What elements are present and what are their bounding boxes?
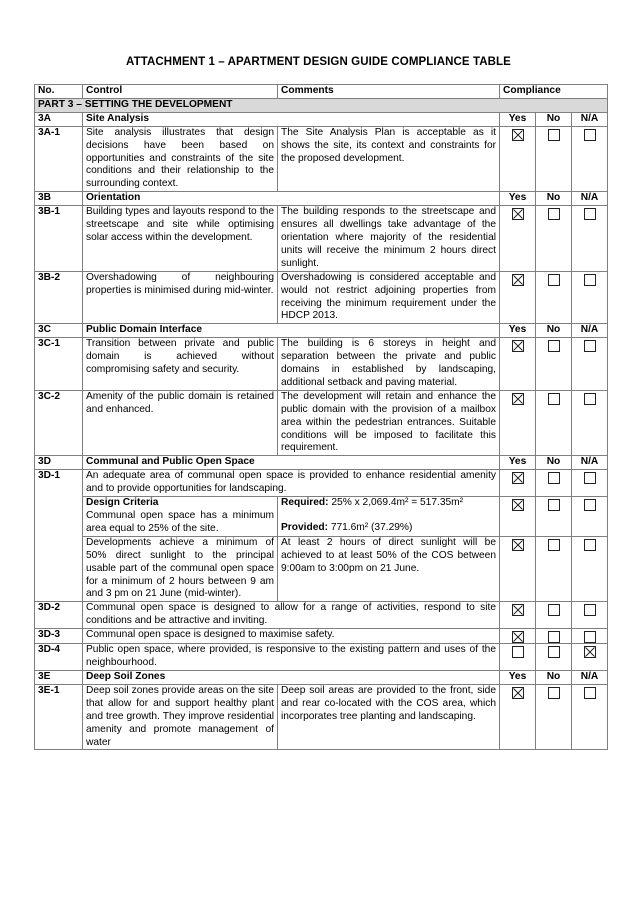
header-row [35, 85, 608, 99]
no-checkbox[interactable] [548, 687, 560, 699]
yes-label: Yes [500, 456, 536, 470]
provided-label: Provided: [281, 522, 328, 533]
na-label: N/A [572, 112, 608, 126]
section-title: Deep Soil Zones [83, 670, 500, 684]
control-text: Amenity of the public domain is retained and enhanced. [83, 390, 278, 456]
no-label: No [536, 192, 572, 206]
no-checkbox[interactable] [548, 499, 560, 511]
na-checkbox[interactable] [584, 604, 596, 616]
control-text: An adequate area of communal open space is provided to enhance residential amenity and to provide opportunities for landscaping. [83, 470, 500, 497]
section-title: Site Analysis [83, 112, 500, 126]
control-number: 3D-2 [35, 602, 83, 629]
criteria-heading: Design Criteria [86, 497, 159, 509]
na-label: N/A [572, 324, 608, 338]
section-row-3d [35, 456, 608, 470]
control-text: Communal open space is designed to allow for a range of activities, respond to site conditions and be attractive and inviting. [83, 602, 500, 629]
na-label: N/A [572, 456, 608, 470]
control-number: 3C-1 [35, 338, 83, 391]
part-row [35, 98, 608, 112]
comment-text: Overshadowing is considered acceptable and would not restrict adjoining properties from receiving the minimum requirement under the HDCP 2013. [278, 271, 500, 324]
provided-value: 771.6m² (37.29%) [327, 522, 413, 533]
yes-checkbox[interactable] [512, 393, 524, 405]
yes-checkbox[interactable] [512, 646, 524, 658]
comment-text: The building is 6 storeys in height and separation between the private and public domains in established by landscaping, additional setback and paving material. [278, 338, 500, 391]
control-text: Transition between private and public domain is achieved without compromising safety and security. [83, 338, 278, 391]
control-number: 3D-1 [35, 470, 83, 602]
header-compliance: Compliance [500, 85, 608, 99]
table-row [35, 338, 608, 391]
check-x-icon [513, 275, 523, 285]
no-label: No [536, 456, 572, 470]
control-text: Communal open space is designed to maximise safety. [83, 629, 500, 644]
control-text: Deep soil zones provide areas on the site that allow for and support healthy plant and tree growth. They improve residential amenity and promote management of water [83, 684, 278, 750]
table-row [35, 629, 608, 644]
yes-label: Yes [500, 192, 536, 206]
no-checkbox[interactable] [548, 393, 560, 405]
part-heading: PART 3 – SETTING THE DEVELOPMENT [35, 98, 608, 112]
comment-cell [278, 497, 500, 537]
no-checkbox[interactable] [548, 340, 560, 352]
table-row [35, 497, 608, 537]
section-number: 3B [35, 192, 83, 206]
control-number: 3C-2 [35, 390, 83, 456]
yes-label: Yes [500, 670, 536, 684]
na-label: N/A [572, 670, 608, 684]
page-title: ATTACHMENT 1 – APARTMENT DESIGN GUIDE COMPLIANCE TABLE [126, 56, 511, 68]
na-checkbox[interactable] [584, 687, 596, 699]
yes-checkbox[interactable] [512, 499, 524, 511]
check-x-icon [513, 341, 523, 351]
check-x-icon [513, 540, 523, 550]
table-row [35, 684, 608, 750]
na-checkbox[interactable] [584, 208, 596, 220]
header-comments: Comments [278, 85, 500, 99]
table-row [35, 602, 608, 629]
comment-text: The building responds to the streetscape and ensures all dwellings take advantage of the orientation where majority of the residential units will receive the minimum 2 hours direct sunlight. [278, 206, 500, 272]
yes-checkbox[interactable] [512, 631, 524, 643]
control-text: Public open space, where provided, is responsive to the existing pattern and uses of the neighbourhood. [83, 644, 500, 671]
control-number: 3B-1 [35, 206, 83, 272]
check-x-icon [513, 473, 523, 483]
no-checkbox[interactable] [548, 539, 560, 551]
comment-text: The development will retain and enhance the public domain with the provision of a mailbox area within the pedestrian entrances. Suitable conditions will be imposed to facilitate this requirement. [278, 390, 500, 456]
header-control: Control [83, 85, 278, 99]
table-row [35, 644, 608, 671]
na-checkbox[interactable] [584, 129, 596, 141]
section-row-3e [35, 670, 608, 684]
table-row [35, 126, 608, 192]
no-checkbox[interactable] [548, 129, 560, 141]
no-checkbox[interactable] [548, 274, 560, 286]
control-number: 3B-2 [35, 271, 83, 324]
section-number: 3E [35, 670, 83, 684]
provided-line [281, 522, 496, 535]
control-text: Communal open space has a minimum area equal to 25% of the site. [86, 510, 274, 534]
no-label: No [536, 670, 572, 684]
no-checkbox[interactable] [548, 208, 560, 220]
yes-checkbox[interactable] [512, 274, 524, 286]
no-checkbox[interactable] [548, 472, 560, 484]
control-number: 3D-3 [35, 629, 83, 644]
header-no: No. [35, 85, 83, 99]
check-x-icon [513, 130, 523, 140]
comment-text: The Site Analysis Plan is acceptable as it shows the site, its context and constraints for the proposed development. [278, 126, 500, 192]
control-text: Building types and layouts respond to the streetscape and site while optimising solar access within the development. [83, 206, 278, 272]
yes-checkbox[interactable] [512, 604, 524, 616]
yes-checkbox[interactable] [512, 539, 524, 551]
check-x-icon [513, 632, 523, 642]
table-row [35, 206, 608, 272]
comment-text: At least 2 hours of direct sunlight will be achieved to at least 50% of the COS between 9:00am to 3:00pm on 21 June. [278, 536, 500, 602]
no-checkbox[interactable] [548, 604, 560, 616]
na-label: N/A [572, 192, 608, 206]
table-row [35, 390, 608, 456]
control-number: 3A-1 [35, 126, 83, 192]
comment-text: Deep soil areas are provided to the front, side and rear co-located with the COS area, which incorporates tree planting and landscaping. [278, 684, 500, 750]
section-row-3b [35, 192, 608, 206]
na-checkbox[interactable] [584, 646, 596, 658]
na-checkbox[interactable] [584, 340, 596, 352]
required-label: Required: [281, 497, 329, 509]
yes-checkbox[interactable] [512, 472, 524, 484]
section-title: Public Domain Interface [83, 324, 500, 338]
na-checkbox[interactable] [584, 539, 596, 551]
table-row [35, 271, 608, 324]
control-text: Site analysis illustrates that design decisions have been based on opportunities and constraints of the site conditions and their relationship to the surrounding context. [83, 126, 278, 192]
section-number: 3A [35, 112, 83, 126]
na-checkbox[interactable] [584, 393, 596, 405]
check-x-icon [513, 500, 523, 510]
na-checkbox[interactable] [584, 274, 596, 286]
na-checkbox[interactable] [584, 631, 596, 643]
no-checkbox[interactable] [548, 631, 560, 643]
section-title: Communal and Public Open Space [83, 456, 500, 470]
no-checkbox[interactable] [548, 646, 560, 658]
criteria-cell [83, 497, 278, 537]
check-x-icon [513, 688, 523, 698]
table-row [35, 470, 608, 497]
na-checkbox[interactable] [584, 472, 596, 484]
yes-label: Yes [500, 112, 536, 126]
na-checkbox[interactable] [584, 499, 596, 511]
compliance-table [34, 84, 608, 750]
section-number: 3C [35, 324, 83, 338]
section-title: Orientation [83, 192, 500, 206]
control-text: Overshadowing of neighbouring properties is minimised during mid-winter. [83, 271, 278, 324]
yes-checkbox[interactable] [512, 208, 524, 220]
yes-checkbox[interactable] [512, 687, 524, 699]
no-label: No [536, 324, 572, 338]
check-x-icon [513, 605, 523, 615]
yes-checkbox[interactable] [512, 340, 524, 352]
yes-label: Yes [500, 324, 536, 338]
section-row-3a [35, 112, 608, 126]
required-line [281, 497, 496, 510]
section-number: 3D [35, 456, 83, 470]
control-text: Developments achieve a minimum of 50% direct sunlight to the principal usable part of the communal open space for a minimum of 2 hours between 9 am and 3 pm on 21 June (mid-winter). [83, 536, 278, 602]
yes-checkbox[interactable] [512, 129, 524, 141]
check-x-icon [513, 209, 523, 219]
control-number: 3E-1 [35, 684, 83, 750]
section-row-3c [35, 324, 608, 338]
check-x-icon [513, 394, 523, 404]
required-value: 25% x 2,069.4m² = 517.35m² [328, 497, 464, 509]
control-number: 3D-4 [35, 644, 83, 671]
no-label: No [536, 112, 572, 126]
table-row [35, 536, 608, 602]
check-x-icon [585, 647, 595, 657]
